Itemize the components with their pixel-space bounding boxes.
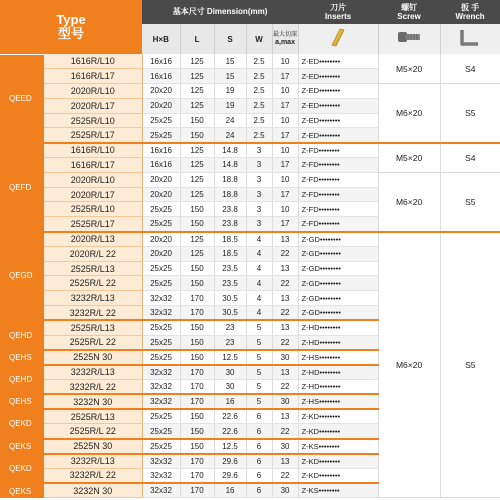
cell-amax: 13 bbox=[272, 365, 298, 380]
model-code: 3232R/L 22 bbox=[44, 380, 142, 395]
inserts-header bbox=[298, 0, 378, 24]
model-code: 1616R/L10 bbox=[44, 143, 142, 158]
cell-amax: 30 bbox=[272, 439, 298, 454]
cell-insert: Z-KD•••••••• bbox=[298, 454, 378, 469]
model-code: 3232N 30 bbox=[44, 394, 142, 409]
cell-s: 24 bbox=[214, 128, 246, 143]
screw-title-cn: 螺钉 bbox=[401, 3, 418, 12]
cell-l: 150 bbox=[180, 128, 214, 143]
inserts-title-cn: 刀片 bbox=[330, 3, 347, 12]
cell-insert: Z-ED•••••••• bbox=[298, 128, 378, 143]
cell-amax: 22 bbox=[272, 468, 298, 483]
cell-s: 18.5 bbox=[214, 232, 246, 247]
cell-hb: 32x32 bbox=[142, 291, 180, 306]
cell-l: 150 bbox=[180, 320, 214, 335]
cell-l: 125 bbox=[180, 143, 214, 158]
cell-l: 150 bbox=[180, 261, 214, 276]
model-code: 2525N 30 bbox=[44, 350, 142, 365]
cell-s: 23.8 bbox=[214, 217, 246, 232]
cell-l: 150 bbox=[180, 276, 214, 291]
wrench-spec: S5 bbox=[440, 84, 500, 143]
wrench-spec: S4 bbox=[440, 143, 500, 173]
cell-insert: Z-KS•••••••• bbox=[298, 439, 378, 454]
cell-insert: Z-GD•••••••• bbox=[298, 232, 378, 247]
cell-s: 16 bbox=[214, 483, 246, 498]
cell-s: 29.6 bbox=[214, 454, 246, 469]
cell-w: 5 bbox=[246, 320, 272, 335]
model-code: 2020R/L13 bbox=[44, 232, 142, 247]
table-row bbox=[0, 54, 500, 69]
model-code: 3232R/L13 bbox=[44, 291, 142, 306]
model-code: 1616R/L17 bbox=[44, 69, 142, 84]
inserts-title-en: Inserts bbox=[324, 12, 352, 21]
screw-icon-cell bbox=[378, 24, 440, 54]
model-code: 2525R/L13 bbox=[44, 261, 142, 276]
cell-l: 125 bbox=[180, 84, 214, 99]
type-title-cn: 型号 bbox=[58, 25, 85, 41]
cell-hb: 20x20 bbox=[142, 98, 180, 113]
cell-insert: Z-FD•••••••• bbox=[298, 202, 378, 217]
cell-l: 170 bbox=[180, 454, 214, 469]
series-label: QEKS bbox=[0, 483, 44, 498]
cell-amax: 13 bbox=[272, 409, 298, 424]
cell-w: 3 bbox=[246, 202, 272, 217]
cell-amax: 30 bbox=[272, 350, 298, 365]
cell-l: 125 bbox=[180, 172, 214, 187]
cell-l: 125 bbox=[180, 187, 214, 202]
cell-s: 15 bbox=[214, 54, 246, 69]
cell-s: 18.8 bbox=[214, 172, 246, 187]
col-w: W bbox=[246, 24, 272, 54]
cell-w: 3 bbox=[246, 187, 272, 202]
cell-insert: Z-HD•••••••• bbox=[298, 335, 378, 350]
cell-w: 5 bbox=[246, 365, 272, 380]
model-code: 1616R/L17 bbox=[44, 158, 142, 173]
model-code: 2020R/L10 bbox=[44, 172, 142, 187]
cell-amax: 10 bbox=[272, 143, 298, 158]
cell-hb: 16x16 bbox=[142, 54, 180, 69]
cell-w: 2.5 bbox=[246, 54, 272, 69]
cell-amax: 10 bbox=[272, 84, 298, 99]
series-label: QEHD bbox=[0, 365, 44, 395]
model-code: 2020R/L17 bbox=[44, 98, 142, 113]
cell-w: 6 bbox=[246, 409, 272, 424]
screw-title-en: Screw bbox=[397, 12, 421, 21]
cell-insert: Z-KS•••••••• bbox=[298, 483, 378, 498]
screw-spec: M5×20 bbox=[378, 143, 440, 173]
cell-amax: 17 bbox=[272, 158, 298, 173]
cell-w: 5 bbox=[246, 350, 272, 365]
cell-s: 29.6 bbox=[214, 468, 246, 483]
cell-l: 150 bbox=[180, 439, 214, 454]
cell-insert: Z-ED•••••••• bbox=[298, 113, 378, 128]
cell-hb: 25x25 bbox=[142, 439, 180, 454]
dimension-title: 基本尺寸 Dimension(mm) bbox=[172, 7, 268, 16]
series-label: QEHS bbox=[0, 350, 44, 365]
cell-amax: 22 bbox=[272, 306, 298, 321]
wrench-header bbox=[440, 0, 500, 24]
model-code: 2525R/L17 bbox=[44, 128, 142, 143]
cell-insert: Z-HD•••••••• bbox=[298, 380, 378, 395]
cell-amax: 30 bbox=[272, 483, 298, 498]
model-code: 2020R/L10 bbox=[44, 84, 142, 99]
cell-hb: 32x32 bbox=[142, 306, 180, 321]
cell-insert: Z-GD•••••••• bbox=[298, 276, 378, 291]
model-code: 2525R/L 22 bbox=[44, 424, 142, 439]
cell-s: 30.5 bbox=[214, 291, 246, 306]
cell-w: 6 bbox=[246, 468, 272, 483]
cell-hb: 20x20 bbox=[142, 84, 180, 99]
cell-amax: 22 bbox=[272, 335, 298, 350]
cell-amax: 17 bbox=[272, 128, 298, 143]
col-amax-label: a,max bbox=[275, 39, 295, 46]
cell-w: 3 bbox=[246, 158, 272, 173]
model-code: 2525R/L 22 bbox=[44, 276, 142, 291]
cell-hb: 25x25 bbox=[142, 320, 180, 335]
cell-s: 24 bbox=[214, 113, 246, 128]
cell-s: 12.5 bbox=[214, 350, 246, 365]
cell-l: 150 bbox=[180, 113, 214, 128]
cell-s: 23.5 bbox=[214, 276, 246, 291]
cell-hb: 32x32 bbox=[142, 454, 180, 469]
cell-l: 125 bbox=[180, 98, 214, 113]
model-code: 3232R/L13 bbox=[44, 454, 142, 469]
cell-insert: Z-GD•••••••• bbox=[298, 291, 378, 306]
cell-amax: 13 bbox=[272, 291, 298, 306]
cell-l: 125 bbox=[180, 232, 214, 247]
model-code: 3232R/L 22 bbox=[44, 306, 142, 321]
model-code: 2020R/L17 bbox=[44, 187, 142, 202]
model-code: 2020R/L 22 bbox=[44, 246, 142, 261]
cell-s: 22.6 bbox=[214, 424, 246, 439]
cell-w: 4 bbox=[246, 261, 272, 276]
cell-hb: 25x25 bbox=[142, 113, 180, 128]
cell-w: 3 bbox=[246, 143, 272, 158]
cell-w: 5 bbox=[246, 394, 272, 409]
cell-insert: Z-FD•••••••• bbox=[298, 217, 378, 232]
cell-hb: 25x25 bbox=[142, 424, 180, 439]
model-code: 2525R/L13 bbox=[44, 320, 142, 335]
col-l: L bbox=[180, 24, 214, 54]
cell-s: 23 bbox=[214, 335, 246, 350]
insert-icon bbox=[326, 25, 350, 49]
cell-s: 14.8 bbox=[214, 158, 246, 173]
cell-hb: 32x32 bbox=[142, 468, 180, 483]
cell-insert: Z-KD•••••••• bbox=[298, 409, 378, 424]
cell-insert: Z-FD•••••••• bbox=[298, 172, 378, 187]
cell-s: 22.6 bbox=[214, 409, 246, 424]
model-code: 2525R/L 22 bbox=[44, 335, 142, 350]
cell-w: 4 bbox=[246, 276, 272, 291]
cell-w: 3 bbox=[246, 172, 272, 187]
cell-hb: 16x16 bbox=[142, 69, 180, 84]
cell-w: 2.5 bbox=[246, 128, 272, 143]
cell-amax: 22 bbox=[272, 276, 298, 291]
cell-l: 170 bbox=[180, 468, 214, 483]
model-code: 2525N 30 bbox=[44, 439, 142, 454]
cell-hb: 20x20 bbox=[142, 172, 180, 187]
cell-insert: Z-FD•••••••• bbox=[298, 187, 378, 202]
wrench-spec: S5 bbox=[440, 232, 500, 498]
cell-w: 2.5 bbox=[246, 84, 272, 99]
table-row bbox=[0, 232, 500, 247]
cell-l: 150 bbox=[180, 409, 214, 424]
cell-hb: 32x32 bbox=[142, 365, 180, 380]
cell-insert: Z-ED•••••••• bbox=[298, 98, 378, 113]
cell-l: 170 bbox=[180, 394, 214, 409]
cell-hb: 32x32 bbox=[142, 483, 180, 498]
table-row bbox=[0, 84, 500, 99]
cell-hb: 25x25 bbox=[142, 276, 180, 291]
cell-l: 150 bbox=[180, 350, 214, 365]
cell-w: 5 bbox=[246, 380, 272, 395]
cell-l: 125 bbox=[180, 69, 214, 84]
cell-hb: 20x20 bbox=[142, 187, 180, 202]
wrench-spec: S4 bbox=[440, 54, 500, 84]
cell-amax: 17 bbox=[272, 187, 298, 202]
cell-l: 150 bbox=[180, 217, 214, 232]
model-code: 3232R/L 22 bbox=[44, 468, 142, 483]
cell-amax: 17 bbox=[272, 69, 298, 84]
cell-hb: 20x20 bbox=[142, 232, 180, 247]
cell-insert: Z-ED•••••••• bbox=[298, 69, 378, 84]
cell-amax: 22 bbox=[272, 424, 298, 439]
cell-insert: Z-ED•••••••• bbox=[298, 84, 378, 99]
screw-icon bbox=[395, 25, 423, 49]
wrench-title-cn: 扳 手 bbox=[460, 3, 480, 12]
cell-l: 170 bbox=[180, 365, 214, 380]
cell-amax: 10 bbox=[272, 172, 298, 187]
cell-insert: Z-FD•••••••• bbox=[298, 158, 378, 173]
cell-w: 6 bbox=[246, 454, 272, 469]
dimension-header bbox=[142, 0, 298, 24]
wrench-icon bbox=[457, 25, 483, 49]
cell-amax: 22 bbox=[272, 246, 298, 261]
cell-w: 6 bbox=[246, 483, 272, 498]
wrench-title-en: Wrench bbox=[455, 12, 485, 21]
col-amax-cn: 最大切深 bbox=[273, 32, 298, 38]
model-code: 2525R/L17 bbox=[44, 217, 142, 232]
cell-amax: 13 bbox=[272, 232, 298, 247]
cell-w: 4 bbox=[246, 232, 272, 247]
model-code: 2525R/L10 bbox=[44, 202, 142, 217]
cell-hb: 16x16 bbox=[142, 158, 180, 173]
col-amax bbox=[272, 24, 298, 54]
cell-amax: 10 bbox=[272, 54, 298, 69]
series-label: QEHS bbox=[0, 394, 44, 409]
screw-spec: M6×20 bbox=[378, 232, 440, 498]
cell-l: 150 bbox=[180, 202, 214, 217]
series-label: QEED bbox=[0, 54, 44, 143]
cell-w: 6 bbox=[246, 439, 272, 454]
cell-l: 170 bbox=[180, 380, 214, 395]
model-code: 2525R/L13 bbox=[44, 409, 142, 424]
cell-s: 19 bbox=[214, 84, 246, 99]
series-label: QEHD bbox=[0, 320, 44, 350]
wrench-icon-cell bbox=[440, 24, 500, 54]
cell-hb: 32x32 bbox=[142, 380, 180, 395]
screw-spec: M6×20 bbox=[378, 172, 440, 231]
cell-insert: Z-ED•••••••• bbox=[298, 54, 378, 69]
cell-insert: Z-HS•••••••• bbox=[298, 350, 378, 365]
cell-l: 170 bbox=[180, 306, 214, 321]
cell-s: 23.8 bbox=[214, 202, 246, 217]
cell-insert: Z-KD•••••••• bbox=[298, 468, 378, 483]
table-row bbox=[0, 172, 500, 187]
series-label: QEKD bbox=[0, 409, 44, 439]
cell-s: 15 bbox=[214, 69, 246, 84]
series-label: QEKD bbox=[0, 454, 44, 484]
cell-s: 19 bbox=[214, 98, 246, 113]
cell-insert: Z-GD•••••••• bbox=[298, 246, 378, 261]
cell-insert: Z-KD•••••••• bbox=[298, 424, 378, 439]
cell-l: 170 bbox=[180, 291, 214, 306]
cell-s: 18.8 bbox=[214, 187, 246, 202]
series-label: QEGD bbox=[0, 232, 44, 321]
cell-w: 2.5 bbox=[246, 98, 272, 113]
cell-s: 14.8 bbox=[214, 143, 246, 158]
cell-amax: 10 bbox=[272, 113, 298, 128]
cell-w: 2.5 bbox=[246, 113, 272, 128]
cell-l: 125 bbox=[180, 158, 214, 173]
cell-amax: 13 bbox=[272, 454, 298, 469]
cell-hb: 25x25 bbox=[142, 261, 180, 276]
table-row bbox=[0, 143, 500, 158]
model-code: 2525R/L10 bbox=[44, 113, 142, 128]
cell-amax: 17 bbox=[272, 98, 298, 113]
cell-hb: 32x32 bbox=[142, 394, 180, 409]
cell-hb: 25x25 bbox=[142, 202, 180, 217]
cell-amax: 30 bbox=[272, 394, 298, 409]
cell-l: 170 bbox=[180, 483, 214, 498]
cell-s: 30.5 bbox=[214, 306, 246, 321]
cell-amax: 13 bbox=[272, 320, 298, 335]
cell-hb: 20x20 bbox=[142, 246, 180, 261]
screw-header bbox=[378, 0, 440, 24]
col-hb: H×B bbox=[142, 24, 180, 54]
spec-table-body bbox=[0, 54, 500, 498]
cell-s: 18.5 bbox=[214, 246, 246, 261]
cell-hb: 25x25 bbox=[142, 217, 180, 232]
insert-icon-cell bbox=[298, 24, 378, 54]
screw-spec: M6×20 bbox=[378, 84, 440, 143]
model-code: 3232N 30 bbox=[44, 483, 142, 498]
model-code: 3232R/L13 bbox=[44, 365, 142, 380]
cell-s: 30 bbox=[214, 380, 246, 395]
model-code: 1616R/L10 bbox=[44, 54, 142, 69]
cell-amax: 22 bbox=[272, 380, 298, 395]
wrench-spec: S5 bbox=[440, 172, 500, 231]
type-title-en: Type bbox=[56, 11, 86, 27]
cell-insert: Z-GD•••••••• bbox=[298, 306, 378, 321]
cell-s: 23 bbox=[214, 320, 246, 335]
cell-hb: 25x25 bbox=[142, 409, 180, 424]
cell-l: 150 bbox=[180, 335, 214, 350]
cell-amax: 17 bbox=[272, 217, 298, 232]
cell-insert: Z-HD•••••••• bbox=[298, 365, 378, 380]
cell-w: 4 bbox=[246, 306, 272, 321]
cell-hb: 25x25 bbox=[142, 350, 180, 365]
cell-s: 23.5 bbox=[214, 261, 246, 276]
cell-w: 4 bbox=[246, 246, 272, 261]
cell-l: 125 bbox=[180, 246, 214, 261]
series-label: QEKS bbox=[0, 439, 44, 454]
cell-insert: Z-FD•••••••• bbox=[298, 143, 378, 158]
type-header bbox=[0, 0, 142, 54]
cell-s: 30 bbox=[214, 365, 246, 380]
screw-spec: M5×20 bbox=[378, 54, 440, 84]
cell-hb: 25x25 bbox=[142, 128, 180, 143]
cell-w: 5 bbox=[246, 335, 272, 350]
cell-l: 125 bbox=[180, 54, 214, 69]
cell-insert: Z-HS•••••••• bbox=[298, 394, 378, 409]
cell-amax: 10 bbox=[272, 202, 298, 217]
cell-w: 6 bbox=[246, 424, 272, 439]
cell-hb: 16x16 bbox=[142, 143, 180, 158]
cell-hb: 25x25 bbox=[142, 335, 180, 350]
cell-s: 16 bbox=[214, 394, 246, 409]
cell-w: 3 bbox=[246, 217, 272, 232]
cell-insert: Z-HD•••••••• bbox=[298, 320, 378, 335]
cell-insert: Z-GD•••••••• bbox=[298, 261, 378, 276]
cell-w: 4 bbox=[246, 291, 272, 306]
cell-amax: 13 bbox=[272, 261, 298, 276]
series-label: QEFD bbox=[0, 143, 44, 232]
cell-s: 12.5 bbox=[214, 439, 246, 454]
cell-l: 150 bbox=[180, 424, 214, 439]
col-s: S bbox=[214, 24, 246, 54]
cell-w: 2.5 bbox=[246, 69, 272, 84]
